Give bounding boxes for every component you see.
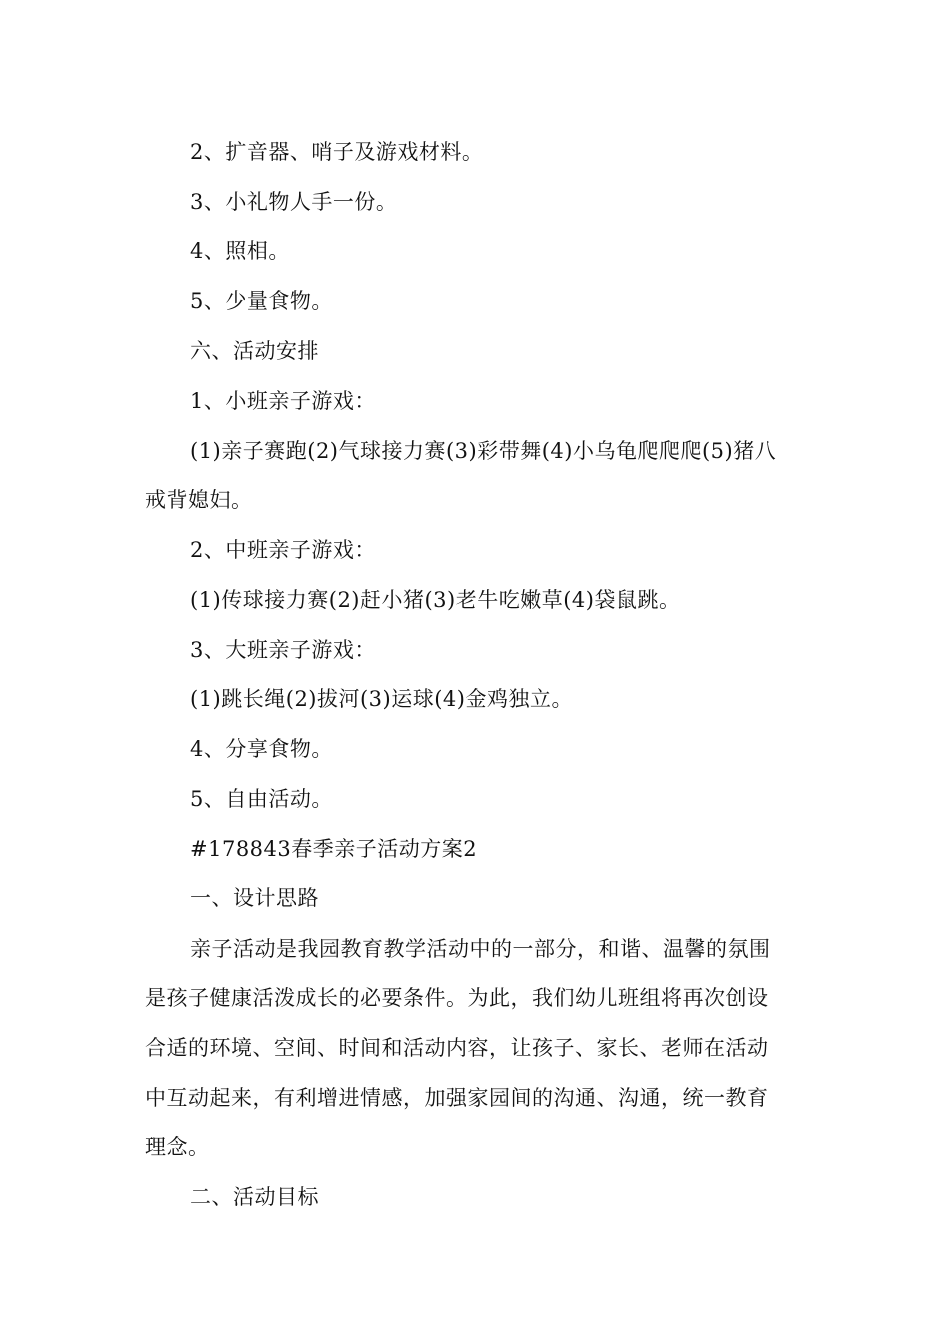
document-title-plan-2: #178843春季亲子活动方案2 — [190, 837, 478, 861]
list-item-food: 5、少量食物。 — [190, 289, 333, 313]
list-item-share-food: 4、分享食物。 — [190, 737, 333, 761]
list-item-free-activity: 5、自由活动。 — [190, 787, 333, 811]
paragraph-small-class-games-line2: 戒背媳妇。 — [145, 488, 253, 512]
section-heading-design: 一、设计思路 — [190, 886, 319, 910]
paragraph-design-line4: 中互动起来，有利增进情感，加强家园间的沟通、沟通，统一教育 — [145, 1086, 769, 1110]
section-heading-goals: 二、活动目标 — [190, 1185, 319, 1209]
paragraph-design-line5: 理念。 — [145, 1135, 210, 1159]
list-item-middle-class: 2、中班亲子游戏： — [190, 538, 376, 562]
paragraph-middle-class-games: (1)传球接力赛(2)赶小猪(3)老牛吃嫩草(4)袋鼠跳。 — [190, 588, 681, 612]
paragraph-design-line2: 是孩子健康活泼成长的必要条件。为此，我们幼儿班组将再次创设 — [145, 986, 769, 1010]
paragraph-small-class-games-line1: (1)亲子赛跑(2)气球接力赛(3)彩带舞(4)小乌龟爬爬爬(5)猪八 — [190, 439, 777, 463]
section-heading-arrangement: 六、活动安排 — [190, 339, 319, 363]
list-item-gifts: 3、小礼物人手一份。 — [190, 190, 398, 214]
list-item-small-class: 1、小班亲子游戏： — [190, 389, 376, 413]
list-item-loudspeaker: 2、扩音器、哨子及游戏材料。 — [190, 140, 484, 164]
paragraph-big-class-games: (1)跳长绳(2)拔河(3)运球(4)金鸡独立。 — [190, 687, 573, 711]
list-item-photo: 4、照相。 — [190, 239, 290, 263]
paragraph-design-line3: 合适的环境、空间、时间和活动内容，让孩子、家长、老师在活动 — [145, 1036, 769, 1060]
paragraph-design-line1: 亲子活动是我园教育教学活动中的一部分，和谐、温馨的氛围 — [190, 937, 771, 961]
list-item-big-class: 3、大班亲子游戏： — [190, 638, 376, 662]
